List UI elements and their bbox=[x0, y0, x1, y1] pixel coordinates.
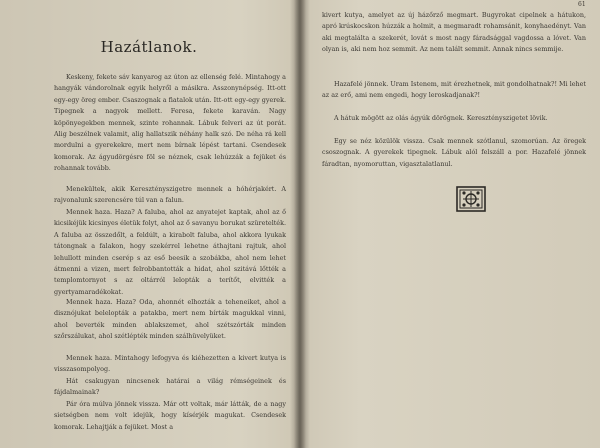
ornament-icon bbox=[456, 186, 486, 212]
left-page bbox=[0, 0, 298, 448]
paragraph: Menekültek, akik Keresztényszigetre mennek a hóhérjakért. A rajvonalunk szerencsére túl van a falun. bbox=[54, 185, 286, 205]
right-page bbox=[302, 0, 600, 448]
paragraph: A hátuk mögött az olás ágyúk dörögnek. Keresztényszigetet lövik. bbox=[334, 114, 548, 122]
paragraph: Hazafelé jönnek. Uram Istenem, mit érezhetnek, mit gondolhatnak?! Mi lehet az az erő, ami nem engedi, hogy leroskadjanak?! bbox=[322, 80, 586, 100]
paragraph: Mennek haza. Mintahogy lefogyva és kiéhezetten a kivert kutya is visszasompolyog. bbox=[54, 354, 286, 374]
paragraph: Mennek haza. Haza? Oda, ahonnét elhozták a teheneiket, ahol a disznójukat belelopták a patakba, mert nem bírták magukkal vinni, ahol beverték minden ablakszemet, ahol szétszórták minden szőrszálukat, ahol szétlépték minden szálhüvelyüket. bbox=[54, 298, 286, 341]
paragraph: kivert kutya, amelyet az új házőrző megmart. Bugyrokat cipelnek a hátukon, apró krúskocskon húzzák a holmit, a megmaradt rohamsánit, konyhaedényt. Van aki megtalálta a szekerét, lovát s most nagy fáradsággal vagdossa a lóvet. Van olyan is, aki nem hoz semmit. Az nem talált semmit. Annak nincs semmije. bbox=[322, 11, 586, 54]
paragraph: Pár óra múlva jönnek vissza. Már ott voltak, már látták, de a nagy sietségben nem volt idejük, hogy kísérjék magukat. Csendesek komorak. Lehajtják a fejüket. Most a bbox=[54, 400, 286, 431]
page-number: 61 bbox=[578, 1, 586, 8]
paragraph: Mennek haza. Haza? A faluba, ahol az anyatejet kaptak, ahol az ő kicsikéjük kicsinyes életük folyt, ahol az ő savanyu borukat szüretelték. A faluba az összedőlt, a feldúlt, a kirabolt faluba, ahol akkora lyukak tátongnak a falakon, hogy szekérrel lehetne áthajtani rajtuk, ahol lehullott minden cserép s az eső beesik a szobákba, ahol nem lehet átmenni a vizen, mert felrobbantották a hidat, ahol szitává lőtték a templomtornyot s az oltárról lelopták a terítőt, elvitték a gyertyamaradékokat. bbox=[54, 208, 286, 296]
paragraph: Hát csakugyan nincsenek határai a világ rémségeinek és fájdalmainak? bbox=[54, 377, 286, 397]
chapter-title: Hazátlanok. bbox=[100, 38, 198, 56]
paragraph: Egy se néz közülök vissza. Csak mennek szótlanul, szomorúan. Az öregek csoszognak. A gyerekek tipegnek. Lábuk alól felszáll a por. Hazafelé jönnek fáradtan, nyomoruttan, vigasztalatlanul. bbox=[322, 137, 586, 168]
paragraph: Keskeny, fekete sáv kanyarog az úton az ellenség felé. Mintahogy a hangyák vándorolnak egyik helyről a másikra. Asszonynépség. Itt-ott egy-egy öreg ember. Csaszognak a fiatalok után. Itt-ott egy-egy gyerek. Tipegnek a nagyok mellett. Feresa, fekete karaván. Nagy köpönyegekben mennek, szinte rohannak. Lábuk felveri az út porát. Alig beszélnek valamit, alig hallatszik néhány halk szó. De néha rá kell mordulni a gyerekekre, mert nem bírnak lépést tartani. Csendesek komorak. Az ágyudörgésre föl se néznek, csak lehúzzák a fejüket és rohannak tovább. bbox=[54, 73, 286, 173]
